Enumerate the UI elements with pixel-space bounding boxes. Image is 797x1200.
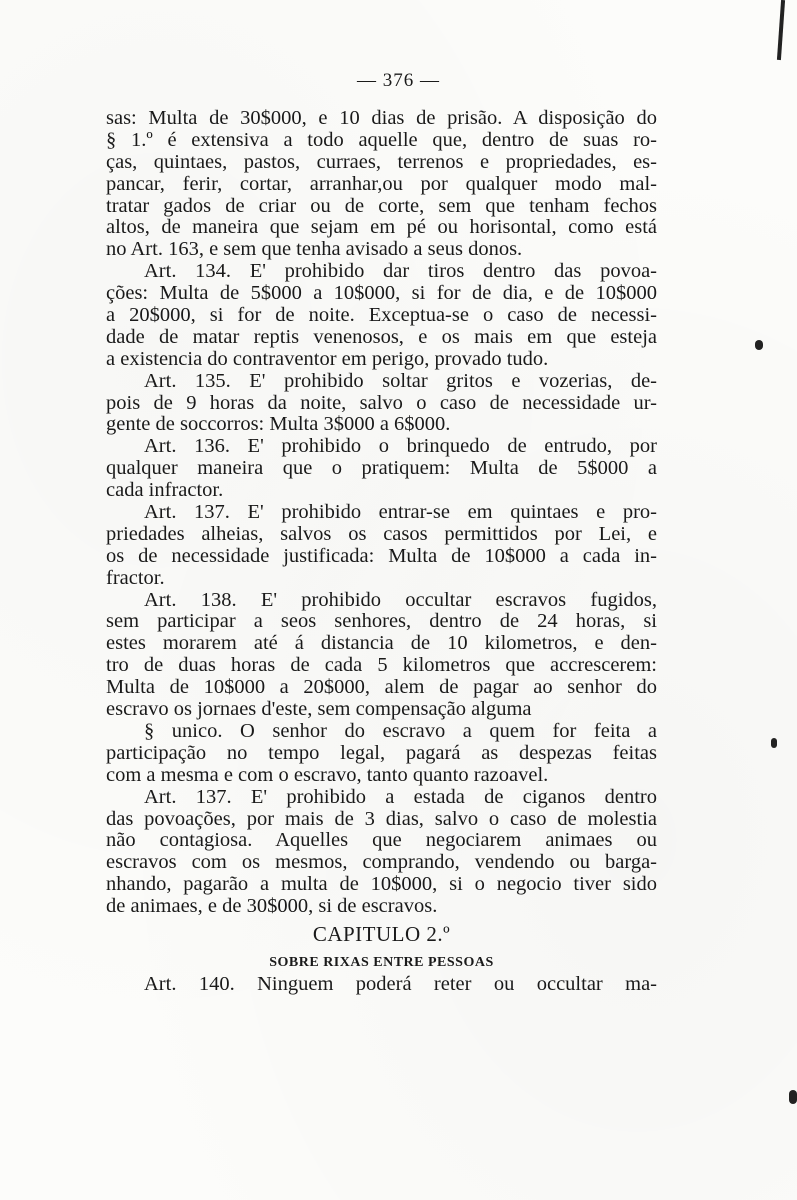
scan-mark [789,1090,797,1104]
text-line: a existencia do contraventor em perigo, provado tudo. [106,348,549,370]
article-140-line: Art. 140. Ninguem poderá reter ou occultar ma- [144,973,657,995]
text-line: escravo os jornaes d'este, sem compensação alguma [106,699,532,721]
chapter-subtitle: SOBRE RIXAS ENTRE PESSOAS [269,954,494,970]
text-line: Multa de 10$000 a 20$000, alem de pagar ao senhor do [106,677,657,699]
text-line: cada infractor. [106,480,224,502]
scan-mark [755,340,763,350]
text-line: pois de 9 horas da noite, salvo o caso de necessidade ur- [106,392,657,414]
article-135-line: Art. 135. E' prohibido soltar gritos e vozerias, de- [144,370,657,392]
text-line: sas: Multa de 30$000, e 10 dias de prisão. A disposição do [106,108,657,129]
text-line: gente de soccorros: Multa 3$000 a 6$000. [106,414,451,436]
chapter-title: CAPITULO 2.º [312,923,451,946]
scan-mark [771,738,777,748]
article-134-line: Art. 134. E' prohibido dar tiros dentro das povoa- [144,261,657,283]
text-line: a 20$000, si for de noite. Exceptua-se o caso de necessi- [106,305,657,327]
text-line: fractor. [106,567,165,589]
text-line: dade de matar reptis venenosos, e os mais em que esteja [106,326,657,348]
text-line: não contagiosa. Aquelles que negociarem animaes ou [106,830,657,852]
text-line: de animaes, e de 30$000, si de escravos. [106,896,438,918]
text-line: ças, quintaes, pastos, curraes, terrenos e propriedades, es- [106,151,657,173]
text-line: § 1.º é extensiva a todo aquelle que, dentro de suas ro- [106,129,657,151]
text-line: altos, de maneira que sejam em pé ou horisontal, como está [106,217,657,239]
text-line: com a mesma e com o escravo, tanto quanto razoavel. [106,764,549,786]
text-line: escravos com os mesmos, comprando, vendendo ou barga- [106,852,657,874]
text-line: qualquer maneira que o pratiquem: Multa de 5$000 a [106,458,657,480]
body-text [106,108,657,996]
text-line: os de necessidade justificada: Multa de 10$000 a cada in- [106,545,657,567]
article-139-line: Art. 137. E' prohibido a estada de ciganos dentro [144,786,657,808]
text-line: no Art. 163, e sem que tenha avisado a seus donos. [106,239,523,261]
article-136-line: Art. 136. E' prohibido o brinquedo de entrudo, por [144,436,657,458]
paragraph-unico-line: § unico. O senhor do escravo a quem for feita a [144,720,657,742]
text-line: participação no tempo legal, pagará as despezas feitas [106,742,657,764]
text-line: ções: Multa de 5$000 a 10$000, si for de dia, e de 10$000 [106,283,657,305]
text-line: sem participar a seos senhores, dentro de 24 horas, si [106,611,657,633]
text-line: tratar gados de criar ou de corte, sem que tenham fechos [106,195,657,217]
text-line: nhando, pagarão a multa de 10$000, si o negocio tiver sido [106,874,657,896]
text-line: das povoações, por mais de 3 dias, salvo o caso de molestia [106,808,657,830]
article-138-line: Art. 138. E' prohibido occultar escravos fugidos, [144,589,657,611]
text-line: pancar, ferir, cortar, arranhar,ou por qualquer modo mal- [106,173,657,195]
page-number: — 376 — [357,70,440,91]
scan-mark [777,0,785,60]
article-137-line: Art. 137. E' prohibido entrar-se em quintaes e pro- [144,502,657,524]
text-line: tro de duas horas de cada 5 kilometros que accrescerem: [106,655,657,677]
text-line: priedades alheias, salvos os casos permittidos por Lei, e [106,523,657,545]
text-line: estes morarem até á distancia de 10 kilometros, e den- [106,633,657,655]
